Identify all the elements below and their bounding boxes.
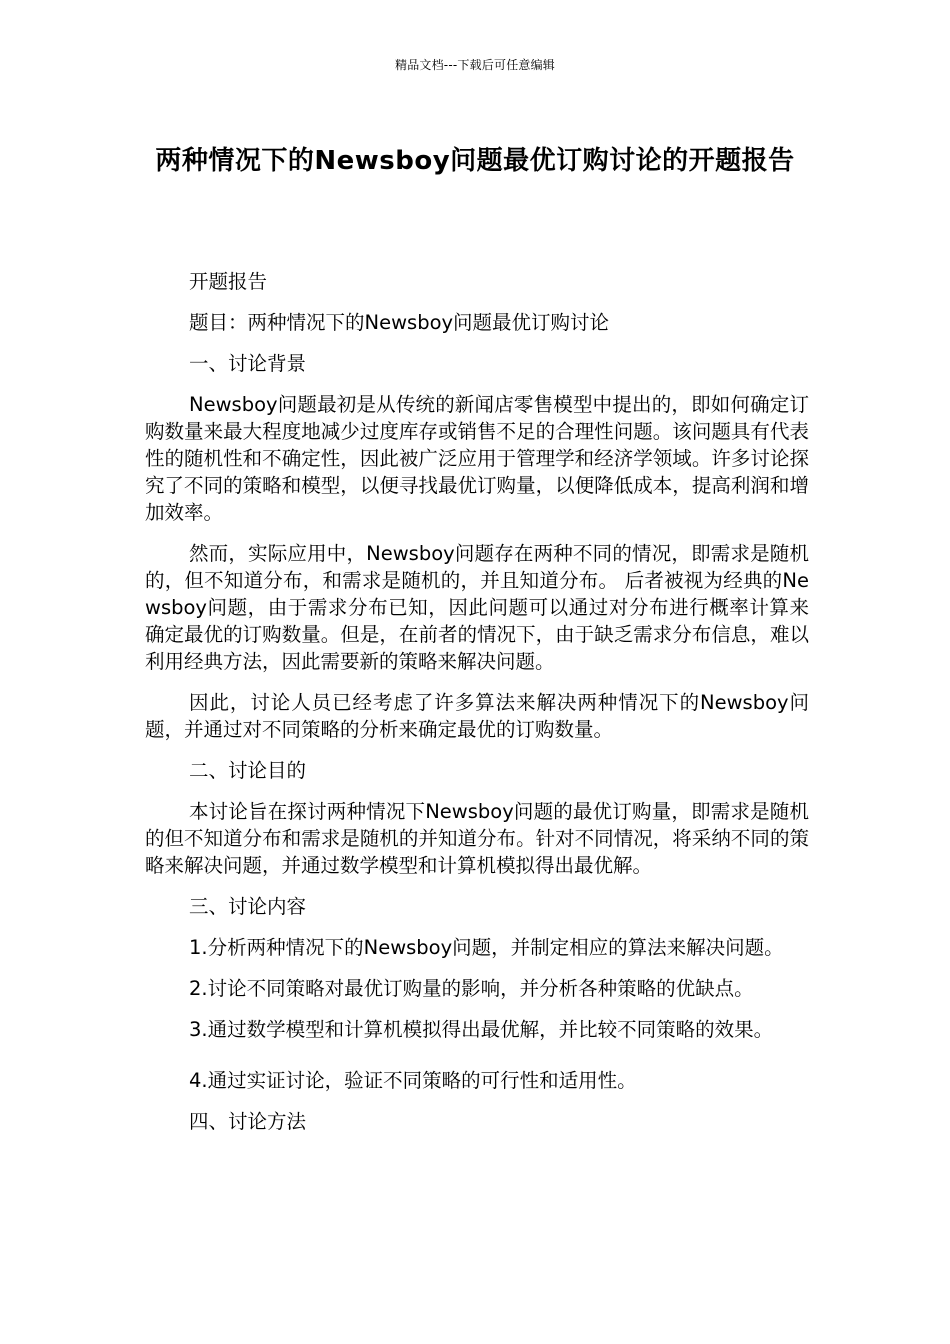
section-label: 开题报告 (189, 270, 268, 293)
list-item: 3.通过数学模型和计算机模拟得出最优解，并比较不同策略的效果。 (189, 1018, 774, 1041)
paragraph: 因此，讨论人员已经考虑了许多算法来解决两种情况下的Newsboy问题，并通过对不同策略的分析来确定最优的订购数量。 (145, 691, 809, 741)
topic-line: 题目：两种情况下的Newsboy问题最优订购讨论 (189, 311, 610, 334)
heading-content: 三、讨论内容 (189, 895, 307, 918)
list-item: 4.通过实证讨论，验证不同策略的可行性和适用性。 (189, 1069, 637, 1092)
document-title: 两种情况下的Newsboy问题最优订购讨论的开题报告 (155, 146, 795, 176)
heading-purpose: 二、讨论目的 (189, 759, 307, 782)
document-body (145, 268, 809, 1149)
paragraph: 然而，实际应用中，Newsboy问题存在两种不同的情况，即需求是随机的，但不知道分布，和需求是随机的，并且知道分布。 后者被视为经典的Newsboy问题，由于需求分布已知，因此问题可以通过对分布进行概率计算来确定最优的订购数量。但是，在前者的情况下，由于缺乏需求分布信息，难以利用经典方法，因此需要新的策略来解决问题。 (145, 542, 809, 673)
list-item: 2.讨论不同策略对最优订购量的影响，并分析各种策略的优缺点。 (189, 977, 754, 1000)
heading-method: 四、讨论方法 (189, 1110, 307, 1133)
list-item: 1.分析两种情况下的Newsboy问题，并制定相应的算法来解决问题。 (189, 936, 784, 959)
page-header: 精品文档---下载后可任意编辑 (395, 58, 555, 72)
heading-background: 一、讨论背景 (189, 352, 307, 375)
paragraph: 本讨论旨在探讨两种情况下Newsboy问题的最优订购量，即需求是随机的但不知道分布和需求是随机的并知道分布。针对不同情况，将采纳不同的策略来解决问题，并通过数学模型和计算机模拟得出最优解。 (145, 800, 809, 877)
paragraph: Newsboy问题最初是从传统的新闻店零售模型中提出的，即如何确定订购数量来最大程度地减少过度库存或销售不足的合理性问题。该问题具有代表性的随机性和不确定性，因此被广泛应用于管理学和经济学领域。许多讨论探究了不同的策略和模型，以便寻找最优订购量，以便降低成本，提高利润和增加效率。 (145, 393, 809, 524)
